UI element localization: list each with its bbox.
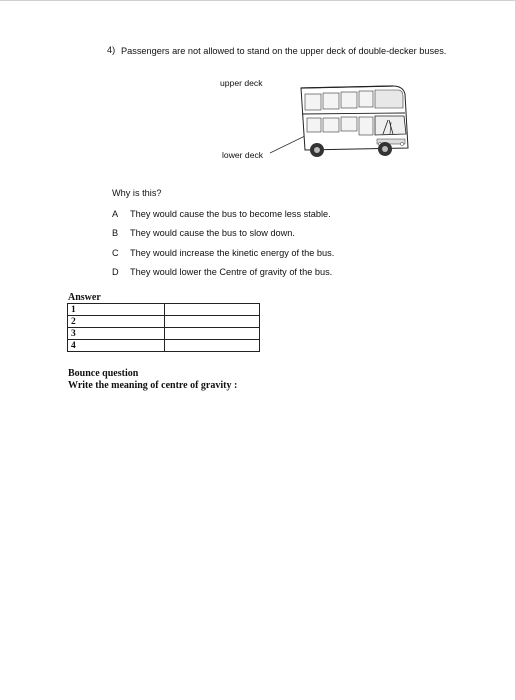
option-c (112, 248, 334, 258)
answer-cell[interactable] (165, 328, 260, 340)
table-row (68, 340, 260, 352)
option-a (112, 209, 331, 219)
row-number: 2 (68, 316, 165, 328)
question-text: Passengers are not allowed to stand on the upper deck of double-decker buses. (121, 46, 447, 56)
row-number: 3 (68, 328, 165, 340)
bounce-heading: Bounce question (68, 368, 139, 379)
row-number: 1 (68, 304, 165, 316)
table-row (68, 316, 260, 328)
option-letter: B (112, 228, 119, 238)
option-text: They would lower the Centre of gravity of the bus. (130, 267, 333, 277)
option-d (112, 267, 332, 277)
option-text: They would cause the bus to slow down. (130, 228, 295, 238)
option-letter: D (112, 267, 119, 277)
row-number: 4 (68, 340, 165, 352)
answer-cell[interactable] (165, 340, 260, 352)
prompt-text: Why is this? (112, 188, 162, 198)
bounce-section (68, 368, 237, 392)
question-number: 4) (107, 45, 116, 55)
answer-cell[interactable] (165, 316, 260, 328)
answer-cell[interactable] (165, 304, 260, 316)
answer-heading: Answer (68, 292, 101, 303)
option-text: They would cause the bus to become less stable. (130, 209, 331, 219)
lower-deck-label: lower deck (222, 150, 264, 160)
upper-deck-label: upper deck (220, 78, 263, 88)
bounce-question-text: Write the meaning of centre of gravity : (68, 380, 238, 391)
answer-table (67, 303, 260, 352)
double-decker-bus-illustration (265, 82, 425, 162)
option-b (112, 228, 295, 238)
option-text: They would increase the kinetic energy of the bus. (130, 248, 335, 258)
table-row (68, 304, 260, 316)
top-divider (0, 0, 515, 1)
option-letter: C (112, 248, 119, 258)
table-row (68, 328, 260, 340)
option-letter: A (112, 209, 119, 219)
